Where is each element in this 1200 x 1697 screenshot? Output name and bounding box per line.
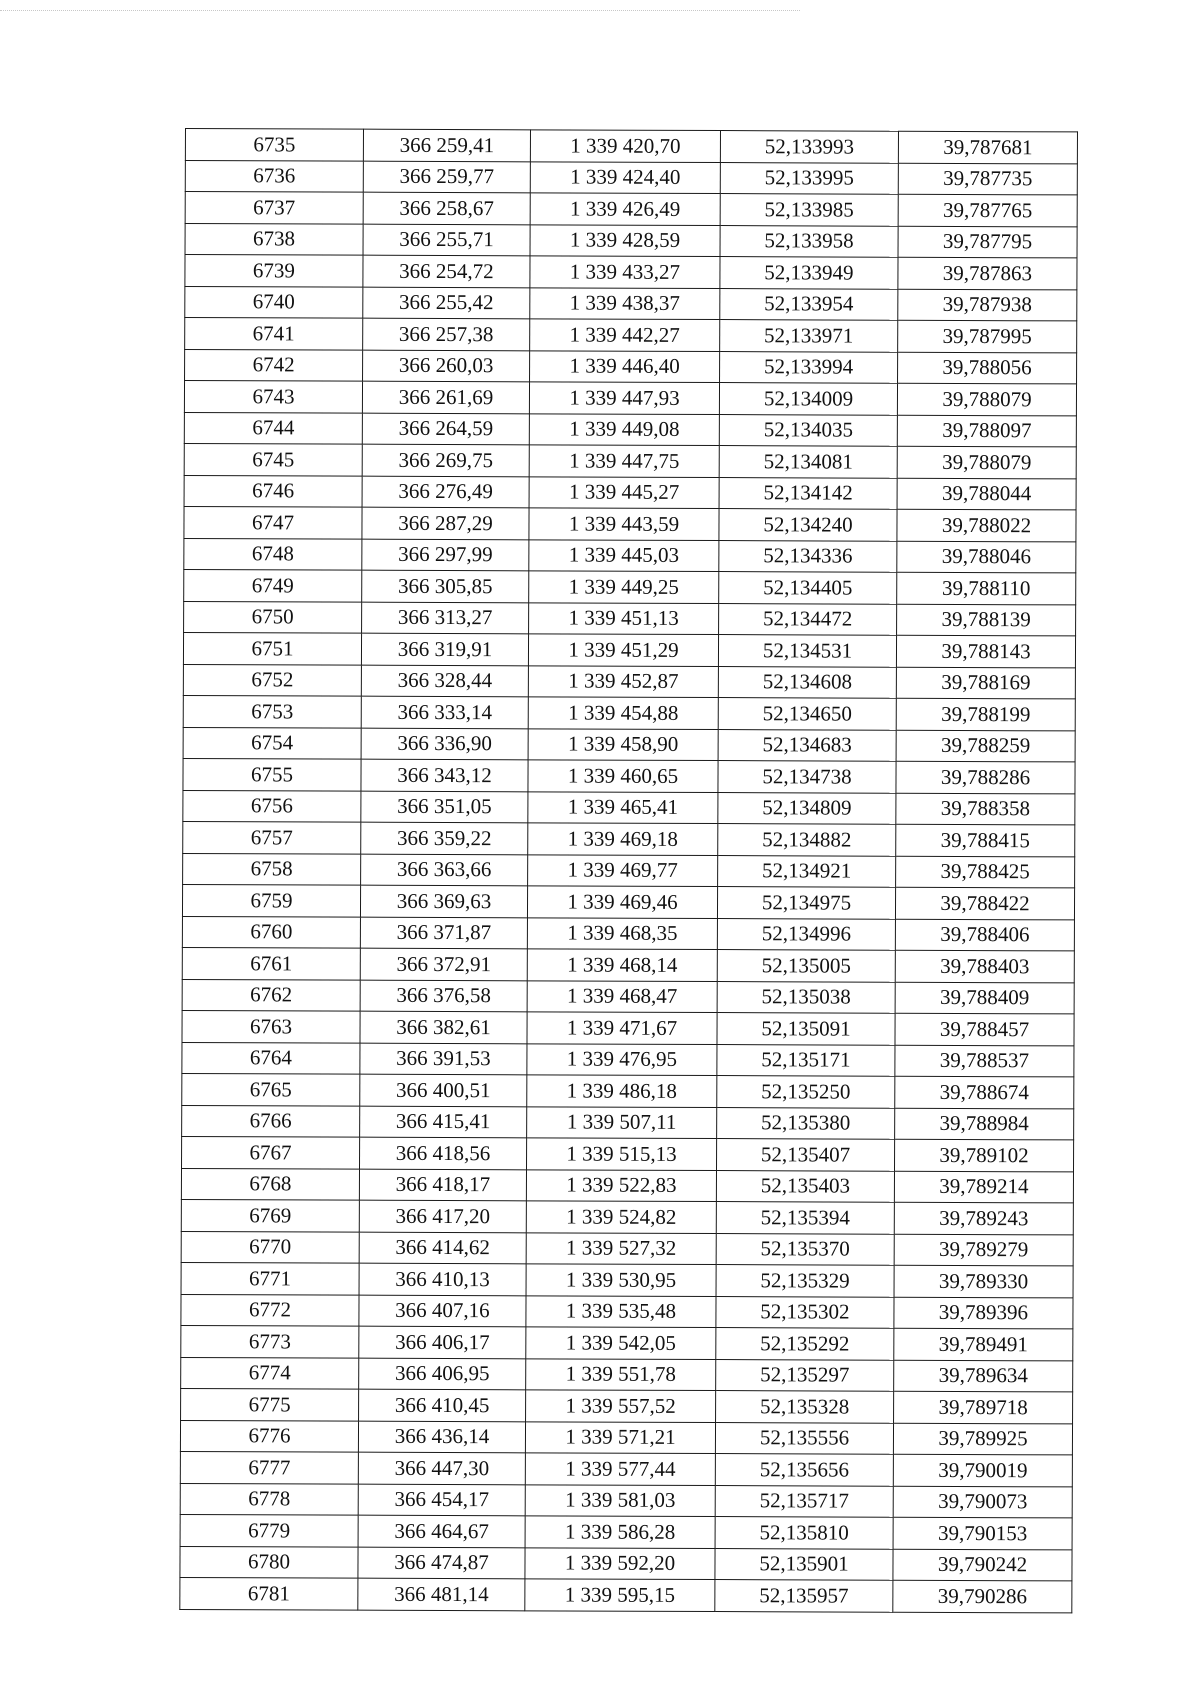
x-coordinate-cell: 366 336,90 [361,728,528,760]
y-coordinate-cell: 1 339 551,78 [526,1358,716,1390]
point-number-cell: 6739 [185,255,363,287]
latitude-cell: 52,133993 [720,131,898,163]
point-number-cell: 6781 [180,1577,358,1609]
scan-top-edge-line [0,10,800,11]
latitude-cell: 52,133985 [720,194,898,226]
table-row [181,1294,1073,1329]
longitude-cell: 39,787765 [898,194,1077,226]
x-coordinate-cell: 366 258,67 [363,192,530,224]
longitude-cell: 39,788286 [896,761,1075,793]
latitude-cell: 52,133958 [720,225,898,257]
longitude-cell: 39,789634 [894,1360,1073,1392]
latitude-cell: 52,135370 [716,1233,894,1265]
point-number-cell: 6766 [182,1105,360,1137]
longitude-cell: 39,788422 [895,887,1074,919]
longitude-cell: 39,789243 [894,1202,1073,1234]
y-coordinate-cell: 1 339 577,44 [525,1453,715,1485]
x-coordinate-cell: 366 407,16 [359,1295,526,1327]
y-coordinate-cell: 1 339 581,03 [525,1484,715,1516]
y-coordinate-cell: 1 339 469,77 [528,854,718,886]
latitude-cell: 52,134921 [718,855,896,887]
latitude-cell: 52,133994 [720,351,898,383]
longitude-cell: 39,787995 [898,320,1077,352]
x-coordinate-cell: 366 313,27 [362,602,529,634]
x-coordinate-cell: 366 287,29 [362,507,529,539]
point-number-cell: 6745 [184,443,362,475]
table-row [184,538,1076,573]
point-number-cell: 6747 [184,506,362,538]
x-coordinate-cell: 366 410,45 [359,1389,526,1421]
latitude-cell: 52,135656 [715,1454,893,1486]
y-coordinate-cell: 1 339 469,46 [527,886,717,918]
x-coordinate-cell: 366 369,63 [360,885,527,917]
latitude-cell: 52,135005 [717,950,895,982]
y-coordinate-cell: 1 339 476,95 [527,1043,717,1075]
y-coordinate-cell: 1 339 449,25 [529,571,719,603]
y-coordinate-cell: 1 339 426,49 [530,193,720,225]
longitude-cell: 39,788403 [895,950,1074,982]
latitude-cell: 52,134650 [718,698,896,730]
y-coordinate-cell: 1 339 468,47 [527,980,717,1012]
point-number-cell: 6755 [183,758,361,790]
longitude-cell: 39,787938 [898,289,1077,321]
y-coordinate-cell: 1 339 542,05 [526,1327,716,1359]
point-number-cell: 6743 [184,381,362,413]
point-number-cell: 6741 [185,318,363,350]
table-row [182,947,1074,982]
x-coordinate-cell: 366 454,17 [358,1484,525,1516]
table-row [181,1231,1073,1266]
y-coordinate-cell: 1 339 420,70 [530,130,720,162]
x-coordinate-cell: 366 417,20 [359,1200,526,1232]
x-coordinate-cell: 366 276,49 [362,476,529,508]
longitude-cell: 39,788537 [895,1045,1074,1077]
latitude-cell: 52,134683 [718,729,896,761]
y-coordinate-cell: 1 339 522,83 [526,1169,716,1201]
latitude-cell: 52,135329 [716,1265,894,1297]
y-coordinate-cell: 1 339 454,88 [528,697,718,729]
x-coordinate-cell: 366 359,22 [361,822,528,854]
longitude-cell: 39,788022 [897,509,1076,541]
latitude-cell: 52,134009 [719,383,897,415]
y-coordinate-cell: 1 339 471,67 [527,1012,717,1044]
latitude-cell: 52,134405 [719,572,897,604]
x-coordinate-cell: 366 406,17 [359,1326,526,1358]
longitude-cell: 39,788143 [896,635,1075,667]
y-coordinate-cell: 1 339 465,41 [528,791,718,823]
table-row [183,664,1075,699]
x-coordinate-cell: 366 414,62 [359,1232,526,1264]
point-number-cell: 6769 [181,1199,359,1231]
y-coordinate-cell: 1 339 469,18 [528,823,718,855]
table-row [180,1577,1072,1612]
latitude-cell: 52,135250 [717,1076,895,1108]
latitude-cell: 52,135297 [716,1359,894,1391]
table-row [182,1105,1074,1140]
y-coordinate-cell: 1 339 460,65 [528,760,718,792]
longitude-cell: 39,788199 [896,698,1075,730]
longitude-cell: 39,787863 [898,257,1077,289]
x-coordinate-cell: 366 260,03 [363,350,530,382]
point-number-cell: 6756 [183,790,361,822]
point-number-cell: 6776 [180,1420,358,1452]
latitude-cell: 52,135717 [715,1485,893,1517]
latitude-cell: 52,135403 [716,1170,894,1202]
x-coordinate-cell: 366 371,87 [360,917,527,949]
point-number-cell: 6738 [185,223,363,255]
longitude-cell: 39,788056 [898,352,1077,384]
longitude-cell: 39,788139 [897,604,1076,636]
x-coordinate-cell: 366 447,30 [358,1452,525,1484]
x-coordinate-cell: 366 259,41 [363,129,530,161]
longitude-cell: 39,788259 [896,730,1075,762]
table-row [183,727,1075,762]
longitude-cell: 39,788415 [896,824,1075,856]
longitude-cell: 39,789491 [894,1328,1073,1360]
longitude-cell: 39,789396 [894,1297,1073,1329]
table-row [181,1325,1073,1360]
point-number-cell: 6751 [183,632,361,664]
point-number-cell: 6759 [182,884,360,916]
y-coordinate-cell: 1 339 443,59 [529,508,719,540]
point-number-cell: 6752 [183,664,361,696]
x-coordinate-cell: 366 436,14 [358,1421,525,1453]
longitude-cell: 39,789330 [894,1265,1073,1297]
table-row [181,1168,1073,1203]
x-coordinate-cell: 366 328,44 [361,665,528,697]
latitude-cell: 52,135556 [715,1422,893,1454]
longitude-cell: 39,789925 [893,1423,1072,1455]
y-coordinate-cell: 1 339 433,27 [530,256,720,288]
latitude-cell: 52,135380 [717,1107,895,1139]
y-coordinate-cell: 1 339 530,95 [526,1264,716,1296]
table-row [183,821,1075,856]
point-number-cell: 6763 [182,1010,360,1042]
table-row [185,129,1077,164]
point-number-cell: 6735 [185,129,363,161]
latitude-cell: 52,134608 [718,666,896,698]
table-row [183,758,1075,793]
point-number-cell: 6780 [180,1546,358,1578]
x-coordinate-cell: 366 305,85 [362,570,529,602]
y-coordinate-cell: 1 339 524,82 [526,1201,716,1233]
table-row [183,695,1075,730]
x-coordinate-cell: 366 372,91 [360,948,527,980]
point-number-cell: 6779 [180,1514,358,1546]
y-coordinate-cell: 1 339 445,27 [529,476,719,508]
table-row [182,1073,1074,1108]
latitude-cell: 52,135038 [717,981,895,1013]
table-row [182,1010,1074,1045]
point-number-cell: 6771 [181,1262,359,1294]
point-number-cell: 6754 [183,727,361,759]
table-row [181,1388,1073,1423]
longitude-cell: 39,788674 [895,1076,1074,1108]
table-row [180,1451,1072,1486]
table-row [185,286,1077,321]
latitude-cell: 52,135292 [716,1328,894,1360]
y-coordinate-cell: 1 339 507,11 [527,1106,717,1138]
latitude-cell: 52,133954 [720,288,898,320]
longitude-cell: 39,789214 [894,1171,1073,1203]
table-row [185,349,1077,384]
x-coordinate-cell: 366 257,38 [363,318,530,350]
x-coordinate-cell: 366 255,71 [363,224,530,256]
coordinates-table-body [180,129,1078,1613]
x-coordinate-cell: 366 382,61 [360,1011,527,1043]
x-coordinate-cell: 366 474,87 [358,1547,525,1579]
table-row [182,979,1074,1014]
x-coordinate-cell: 366 376,58 [360,980,527,1012]
y-coordinate-cell: 1 339 557,52 [526,1390,716,1422]
x-coordinate-cell: 366 261,69 [362,381,529,413]
longitude-cell: 39,787795 [898,226,1077,258]
coordinates-table [179,128,1078,1613]
y-coordinate-cell: 1 339 428,59 [530,224,720,256]
longitude-cell: 39,789718 [894,1391,1073,1423]
latitude-cell: 52,135171 [717,1044,895,1076]
y-coordinate-cell: 1 339 447,75 [529,445,719,477]
longitude-cell: 39,788046 [897,541,1076,573]
point-number-cell: 6760 [182,916,360,948]
latitude-cell: 52,133995 [720,162,898,194]
table-row [185,255,1077,290]
latitude-cell: 52,134336 [719,540,897,572]
table-row [183,632,1075,667]
x-coordinate-cell: 366 481,14 [358,1578,525,1610]
longitude-cell: 39,788079 [897,383,1076,415]
x-coordinate-cell: 366 400,51 [360,1074,527,1106]
longitude-cell: 39,788406 [895,919,1074,951]
point-number-cell: 6742 [185,349,363,381]
point-number-cell: 6762 [182,979,360,1011]
point-number-cell: 6737 [185,192,363,224]
y-coordinate-cell: 1 339 515,13 [527,1138,717,1170]
table-row [180,1546,1072,1581]
table-row [185,223,1077,258]
y-coordinate-cell: 1 339 458,90 [528,728,718,760]
x-coordinate-cell: 366 351,05 [361,791,528,823]
point-number-cell: 6767 [182,1136,360,1168]
x-coordinate-cell: 366 410,13 [359,1263,526,1295]
point-number-cell: 6770 [181,1231,359,1263]
longitude-cell: 39,787681 [898,131,1077,163]
latitude-cell: 52,134996 [717,918,895,950]
table-row [184,569,1076,604]
x-coordinate-cell: 366 319,91 [361,633,528,665]
point-number-cell: 6772 [181,1294,359,1326]
latitude-cell: 52,134035 [719,414,897,446]
longitude-cell: 39,788358 [896,793,1075,825]
x-coordinate-cell: 366 391,53 [360,1043,527,1075]
y-coordinate-cell: 1 339 451,29 [528,634,718,666]
x-coordinate-cell: 366 255,42 [363,287,530,319]
x-coordinate-cell: 366 363,66 [361,854,528,886]
y-coordinate-cell: 1 339 586,28 [525,1516,715,1548]
point-number-cell: 6765 [182,1073,360,1105]
y-coordinate-cell: 1 339 424,40 [530,161,720,193]
table-row [185,192,1077,227]
latitude-cell: 52,135302 [716,1296,894,1328]
point-number-cell: 6740 [185,286,363,318]
table-row [181,1199,1073,1234]
longitude-cell: 39,788110 [897,572,1076,604]
longitude-cell: 39,788425 [896,856,1075,888]
y-coordinate-cell: 1 339 449,08 [529,413,719,445]
point-number-cell: 6774 [181,1357,359,1389]
point-number-cell: 6778 [180,1483,358,1515]
table-row [180,1483,1072,1518]
x-coordinate-cell: 366 259,77 [363,161,530,193]
table-row [183,853,1075,888]
longitude-cell: 39,788044 [897,478,1076,510]
table-row [182,1042,1074,1077]
point-number-cell: 6768 [181,1168,359,1200]
table-row [184,601,1076,636]
point-number-cell: 6744 [184,412,362,444]
y-coordinate-cell: 1 339 535,48 [526,1295,716,1327]
longitude-cell: 39,788169 [896,667,1075,699]
table-row [184,506,1076,541]
y-coordinate-cell: 1 339 442,27 [530,319,720,351]
longitude-cell: 39,788079 [897,446,1076,478]
latitude-cell: 52,134472 [719,603,897,635]
longitude-cell: 39,788409 [895,982,1074,1014]
x-coordinate-cell: 366 264,59 [362,413,529,445]
latitude-cell: 52,134081 [719,446,897,478]
y-coordinate-cell: 1 339 527,32 [526,1232,716,1264]
longitude-cell: 39,789102 [895,1139,1074,1171]
point-number-cell: 6757 [183,821,361,853]
latitude-cell: 52,133971 [720,320,898,352]
longitude-cell: 39,790153 [893,1517,1072,1549]
latitude-cell: 52,135957 [715,1580,893,1612]
longitude-cell: 39,790019 [893,1454,1072,1486]
point-number-cell: 6746 [184,475,362,507]
latitude-cell: 52,134738 [718,761,896,793]
longitude-cell: 39,790073 [893,1486,1072,1518]
latitude-cell: 52,134975 [717,887,895,919]
table-row [185,318,1077,353]
latitude-cell: 52,135901 [715,1548,893,1580]
table-row [183,790,1075,825]
x-coordinate-cell: 366 418,17 [359,1169,526,1201]
latitude-cell: 52,135407 [717,1139,895,1171]
y-coordinate-cell: 1 339 445,03 [529,539,719,571]
latitude-cell: 52,135810 [715,1517,893,1549]
table-row [182,1136,1074,1171]
point-number-cell: 6753 [183,695,361,727]
y-coordinate-cell: 1 339 468,14 [527,949,717,981]
point-number-cell: 6773 [181,1325,359,1357]
x-coordinate-cell: 366 269,75 [362,444,529,476]
latitude-cell: 52,134809 [718,792,896,824]
latitude-cell: 52,135091 [717,1013,895,1045]
x-coordinate-cell: 366 254,72 [363,255,530,287]
longitude-cell: 39,788097 [897,415,1076,447]
x-coordinate-cell: 366 406,95 [359,1358,526,1390]
y-coordinate-cell: 1 339 486,18 [527,1075,717,1107]
point-number-cell: 6750 [184,601,362,633]
x-coordinate-cell: 366 464,67 [358,1515,525,1547]
x-coordinate-cell: 366 418,56 [360,1137,527,1169]
y-coordinate-cell: 1 339 571,21 [525,1421,715,1453]
table-row [184,475,1076,510]
point-number-cell: 6764 [182,1042,360,1074]
x-coordinate-cell: 366 333,14 [361,696,528,728]
longitude-cell: 39,788984 [895,1108,1074,1140]
table-row [185,160,1077,195]
y-coordinate-cell: 1 339 452,87 [528,665,718,697]
point-number-cell: 6761 [182,947,360,979]
y-coordinate-cell: 1 339 447,93 [529,382,719,414]
point-number-cell: 6758 [183,853,361,885]
point-number-cell: 6777 [180,1451,358,1483]
table-row [181,1357,1073,1392]
table-row [180,1514,1072,1549]
latitude-cell: 52,135394 [716,1202,894,1234]
table-row [181,1262,1073,1297]
point-number-cell: 6749 [184,569,362,601]
y-coordinate-cell: 1 339 438,37 [530,287,720,319]
latitude-cell: 52,134240 [719,509,897,541]
latitude-cell: 52,133949 [720,257,898,289]
latitude-cell: 52,134882 [718,824,896,856]
y-coordinate-cell: 1 339 446,40 [530,350,720,382]
table-row [184,443,1076,478]
y-coordinate-cell: 1 339 595,15 [525,1579,715,1611]
longitude-cell: 39,790242 [893,1549,1072,1581]
table-row [182,916,1074,951]
longitude-cell: 39,787735 [898,163,1077,195]
longitude-cell: 39,789279 [894,1234,1073,1266]
y-coordinate-cell: 1 339 592,20 [525,1547,715,1579]
point-number-cell: 6748 [184,538,362,570]
x-coordinate-cell: 366 297,99 [362,539,529,571]
x-coordinate-cell: 366 415,41 [360,1106,527,1138]
longitude-cell: 39,788457 [895,1013,1074,1045]
latitude-cell: 52,135328 [716,1391,894,1423]
latitude-cell: 52,134531 [718,635,896,667]
y-coordinate-cell: 1 339 468,35 [527,917,717,949]
table-row [184,412,1076,447]
latitude-cell: 52,134142 [719,477,897,509]
longitude-cell: 39,790286 [893,1580,1072,1612]
x-coordinate-cell: 366 343,12 [361,759,528,791]
table-row [182,884,1074,919]
point-number-cell: 6736 [185,160,363,192]
table-row [184,381,1076,416]
point-number-cell: 6775 [181,1388,359,1420]
table-row [180,1420,1072,1455]
y-coordinate-cell: 1 339 451,13 [529,602,719,634]
